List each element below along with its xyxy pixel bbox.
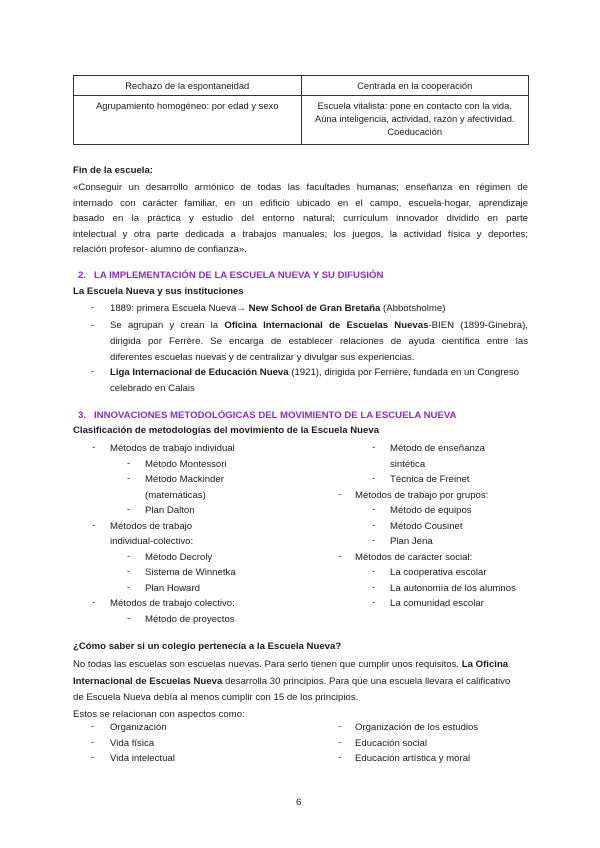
- method-item: sintética: [390, 458, 426, 470]
- bullet-line: [110, 365, 528, 381]
- bullet-dash: -: [338, 550, 342, 562]
- bullet-dash: -: [372, 597, 376, 608]
- method-item: Sistema de Winnetka: [145, 567, 236, 578]
- cell-line: Escuela vitalista: pone en contacto con la vida.: [317, 100, 512, 111]
- aspect-item: Vida física: [110, 737, 155, 749]
- method-item: La autonomía de los alumnos: [390, 582, 516, 594]
- bullet-dash: -: [372, 566, 376, 577]
- method-item: Método Montessori: [145, 458, 227, 470]
- section3-heading: 3. INNOVACIONES METODOLÓGICAS DEL MOVIMIENTO DE LA ESCUELA NUEVA: [78, 410, 457, 421]
- bullet-line: dirigida por Ferrère. Se encarga de establecer relaciones de ayuda científica entre las: [110, 336, 528, 347]
- bullet-dash: -: [127, 473, 131, 484]
- method-item: La cooperativa escolar: [390, 567, 487, 578]
- method-item: Método de proyectos: [145, 613, 235, 625]
- method-item: Método Decroly: [145, 551, 213, 563]
- method-item: Plan Howard: [145, 582, 200, 594]
- criteria-table: [73, 75, 529, 145]
- bullet-dash: -: [372, 442, 376, 453]
- bullet-dash: -: [92, 442, 96, 453]
- fin-line: internado con carácter familiar, en un edificio ubicado en el campo, escuela-hogar, aprendizaje: [73, 197, 528, 209]
- bold-text: Oficina Internacional de Escuelas Nuevas: [224, 320, 429, 331]
- bullet-line: [110, 318, 528, 334]
- bullet-dash: -: [91, 752, 95, 763]
- aspect-item: Educación artística y moral: [355, 753, 471, 764]
- bullet-dash: -: [92, 597, 96, 608]
- bullet-dash: -: [372, 535, 376, 546]
- method-category: Métodos de carácter social:: [355, 551, 473, 563]
- section2-subtitle: La Escuela Nueva y sus instituciones: [73, 286, 244, 297]
- fin-line: basado en la práctica y estudio del entorno natural; currículum innovador dividido en parte: [73, 213, 528, 225]
- bullet-dash: -: [91, 302, 95, 313]
- text: 1889: primera Escuela Nueva→: [110, 303, 249, 314]
- section2-bullet-1: [110, 301, 445, 316]
- bullet-dash: -: [127, 550, 131, 562]
- bullet-dash: -: [91, 736, 95, 748]
- method-item: Método de equipos: [390, 505, 472, 516]
- bold-text: New School de Gran Bretaña: [248, 303, 381, 314]
- method-item: Método Cousinet: [390, 520, 463, 532]
- page-number: 6: [296, 797, 302, 808]
- bullet-dash: -: [127, 566, 131, 577]
- bullet-dash: -: [338, 488, 342, 500]
- text: Se agrupan y crean la: [110, 320, 225, 331]
- bullet-dash: -: [372, 504, 376, 515]
- para-line: [73, 657, 529, 674]
- cell-line: Coeducación: [387, 126, 443, 137]
- bullet-dash: -: [127, 504, 131, 515]
- bullet-dash: -: [91, 320, 95, 331]
- text: desarrolla 30 principios. Para que una escuela llevara el calificativo: [222, 675, 511, 687]
- method-category: Métodos de trabajo colectivo:: [110, 598, 235, 609]
- para-line: Estos se relacionan con aspectos como:: [73, 708, 245, 720]
- bullet-dash: -: [338, 736, 342, 748]
- method-category: Métodos de trabajo por grupos:: [355, 489, 489, 501]
- text: (1921), dirigida por Ferrière, fundada en un Congreso: [288, 367, 519, 378]
- bullet-dash: -: [372, 473, 376, 484]
- bullet-dash: -: [92, 519, 96, 531]
- bullet-dash: -: [372, 519, 376, 531]
- bullet-dash: -: [338, 752, 342, 763]
- bullet-dash: -: [127, 612, 131, 624]
- bullet-dash: -: [91, 721, 95, 732]
- bullet-dash: -: [372, 581, 376, 593]
- bullet-dash: -: [127, 581, 131, 593]
- aspect-item: Organización: [110, 722, 167, 733]
- method-item: individual-colectivo:: [110, 536, 194, 547]
- method-item: Plan Dalton: [145, 505, 195, 516]
- method-item: (matemáticas): [145, 489, 206, 501]
- text: -BIEN (1899-Ginebra),: [428, 320, 528, 331]
- para-line: [73, 674, 529, 691]
- aspect-item: Vida intelectual: [110, 753, 175, 764]
- bold-text: La Oficina: [461, 659, 509, 670]
- method-item: La comunidad escolar: [390, 598, 484, 609]
- cell-line: Aúna inteligencia, actividad, razón y afectividad.: [314, 113, 515, 124]
- method-item: Método Mackinder: [145, 474, 224, 485]
- fin-line: intelectual y otra parte dedicada a trabajos manuales; los juegos, la actividad física y deportes;: [73, 228, 528, 240]
- text: No todas las escuelas son escuelas nuevas. Para serlo tienen que cumplir unos requisitos.: [73, 659, 462, 670]
- method-item: Plan Jena: [390, 536, 433, 547]
- para-line: de Escuela Nueva debía al menos cumplir con 15 de los principios.: [73, 692, 359, 703]
- table-header-left: Rechazo de la espontaneidad: [74, 76, 302, 96]
- table-cell: [301, 96, 529, 145]
- fin-line: «Conseguir un desarrollo armónico de todas las facultades humanas; enseñanza en régimen de: [73, 182, 528, 193]
- method-item: Método de enseñanza: [390, 443, 485, 454]
- bullet-line: celebrado en Calais: [110, 383, 195, 394]
- section3-subtitle: Clasificación de metodologías del movimiento de la Escuela Nueva: [73, 425, 380, 436]
- table-header-right: Centrada en la cooperación: [301, 76, 529, 96]
- bullet-line: diferentes escuelas nuevas y de centralizar y divulgar sus experiencias.: [110, 352, 415, 363]
- text: (Abbotsholme): [380, 303, 446, 314]
- section2-bullet-3: [110, 365, 528, 397]
- bold-text: Liga Internacional de Educación Nueva: [110, 367, 289, 378]
- aspect-item: Educación social: [355, 737, 427, 749]
- section2-bullet-2: [110, 318, 528, 366]
- fin-paragraph: [73, 180, 528, 258]
- bullet-dash: -: [338, 721, 342, 732]
- fin-line: relación profesor- alumno de confianza».: [73, 244, 247, 256]
- method-item: Técnica de Freinet: [390, 474, 470, 485]
- colegio-question: ¿Cómo saber si un colegio pertenecía a la Escuela Nueva?: [73, 641, 342, 652]
- bullet-dash: -: [127, 457, 131, 469]
- method-category: Métodos de trabajo: [110, 520, 193, 532]
- bullet-dash: -: [91, 366, 95, 377]
- aspect-item: Organización de los estudios: [355, 722, 479, 733]
- colegio-paragraph: [73, 657, 529, 723]
- fin-title: Fin de la escuela:: [73, 165, 153, 176]
- section2-heading: 2. LA IMPLEMENTACIÓN DE LA ESCUELA NUEVA Y SU DIFUSIÓN: [78, 270, 384, 281]
- table-cell: Agrupamiento homogéneo: por edad y sexo: [74, 96, 302, 145]
- method-category: Métodos de trabajo individual: [110, 443, 235, 454]
- bold-text: Internacional de Escuelas Nueva: [73, 675, 223, 687]
